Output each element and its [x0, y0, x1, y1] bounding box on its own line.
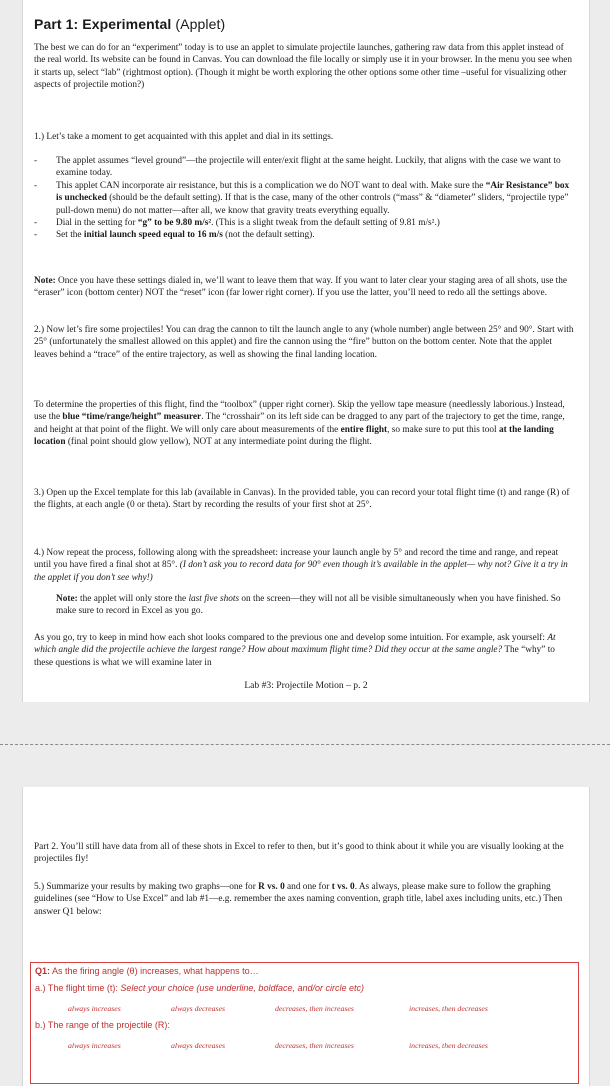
emphasis-bold: “Air Resistance” box is unchecked [56, 180, 570, 204]
item-3: 3.) Open up the Excel template for this lab (available in Canvas). In the provided table, you can record your total flight time (t) and range (R) of the flights, at each angle (0 or theta). Start by recording the results of your first shot at 25°. [34, 488, 570, 511]
title-subtitle: (Applet) [171, 16, 226, 32]
item-5: 5.) Summarize your results by making two graphs—one for R vs. 0 and one for t vs. 0. As always, please make sure to follow the graphing guidelines (see “How to Use Excel” and lab #1—e.g. remember the axes naming convention, graph title, label axes including units, etc.) Then answer Q1 below: [34, 882, 563, 917]
section-title [34, 16, 225, 32]
q1-prompt [35, 966, 259, 976]
intuition-paragraph: As you go, try to keep in mind how each shot looks compared to the previous one and develop some intuition. For example, ask yourself: At which angle did the projectile achieve the largest range? How about maximum flight time? Did they occur at the same angle? The “why” to these questions is what we will examine later in [34, 633, 556, 668]
emphasis-bold: Note: [34, 276, 56, 286]
title-bold: Part 1: Experimental [34, 16, 172, 32]
emphasis-bold: Note: [56, 594, 78, 604]
emphasis-italic: (I don’t ask you to record data for 90° even though it’s available in the applet— why not? Give it a try in the applet if you don’t see why!) [34, 560, 568, 583]
note-settings: Note: Once you have these settings dialed in, we’ll want to leave them that way. If you want to later clear your staging area of all shots, use the “eraser” icon (bottom center) NOT the “reset” icon (far lower right corner). If you use the latter, you’ll need to redo all the settings above. [34, 276, 568, 299]
q1-text: As the firing angle (θ) increases, what happens to… [50, 966, 259, 976]
q1a-row [35, 983, 364, 993]
q1-answer-box [30, 962, 579, 1084]
q1b-option-increases-then-decreases[interactable]: increases, then decreases [409, 1041, 488, 1050]
bullet-text-air-resistance: This applet CAN incorporate air resistance, but this is a complication we do NOT want to deal with. Make sure the “Air Resistance” box is unchecked (should be the default setting). If that is the case, many of the other controls (“mass” & “diameter” sliders, “projectile type” pull-down menu) do not matter—after all, we know that gravity treats everything equally. [56, 180, 570, 216]
bullet-text-gravity: Dial in the setting for “g” to be 9.80 m/s². (This is a slight tweak from the default setting of 9.81 m/s².) [56, 218, 440, 229]
item-1: 1.) Let’s take a moment to get acquainted with this applet and dial in its settings. [34, 132, 334, 142]
emphasis-italic: At which angle did the projectile achieve the largest range? How about maximum flight time? Did they occur at the same angle? [34, 633, 556, 656]
intro-paragraph: The best we can do for an “experiment” today is to use an applet to simulate projectile launches, gathering raw data from this applet instead of the real world. Its website can be found in Canvas. You can download the file locally or simply use it in your browser. In the menu you see when it starts up, select “lab” (rightmost option). (Though it might be worth exploring the other options some other time –useful for visualizing other aspects of projectile motion?) [34, 43, 573, 91]
settings-bullet: - Set the initial launch speed equal to 16 m/s (not the default setting). [34, 230, 315, 241]
item-2: 2.) Now let’s fire some projectiles! You can drag the cannon to tilt the launch angle to any (whole number) angle between 25° and 90°. Start with 25° (unfortunately the smallest allowed on this applet) and fire the cannon using the “fire” button on the bottom center. Note that the applet leaves behind a “trace” of the entire trajectory, as well as showing the final landing location. [34, 325, 574, 360]
q1a-label: a.) The flight time (t): [35, 983, 121, 993]
bullet-text: The applet assumes “level ground”—the projectile will enter/exit flight at the same height. Luckily, that aligns with the case we want to examine today. [56, 156, 561, 179]
emphasis-bold: entire flight [340, 424, 388, 435]
settings-bullet: - The applet assumes “level ground”—the projectile will enter/exit flight at the same height. Luckily, that aligns with the case we want to examine today. [34, 156, 561, 179]
q1b-option-always-increases[interactable]: always increases [68, 1041, 121, 1050]
bullet-text-launch-speed: Set the initial launch speed equal to 16 m/s (not the default setting). [56, 230, 315, 241]
emphasis-bold: blue “time/range/height” measurer [62, 412, 202, 423]
emphasis-italic: last five shots [188, 594, 240, 604]
toolbox-paragraph: To determine the properties of this flight, find the “toolbox” (upper right corner). Skip the yellow tape measure (needlessly laborious.) Instead, use the blue “time/range/height” measurer. The “crosshair” on its left side can be dragged to any part of the trajectory to get the time, range, and height at that point of the flight. We will only care about measurements of the entire flight, so make sure to put this tool at the landing location (final point should glow yellow), NOT at any intermediate point during the flight. [34, 400, 565, 448]
q1b-label: b.) The range of the projectile (R): [35, 1020, 170, 1030]
settings-list [34, 155, 575, 242]
emphasis-bold: “g” to be 9.80 m/s² [137, 218, 212, 229]
settings-bullet: - Dial in the setting for “g” to be 9.80 m/s². (This is a slight tweak from the default setting of 9.81 m/s².) [34, 218, 440, 229]
q1b-option-decreases-then-increases[interactable]: decreases, then increases [275, 1041, 354, 1050]
page-divider [0, 744, 610, 745]
emphasis-bold: R vs. 0 [258, 882, 285, 892]
document-page-1 [22, 0, 590, 702]
note-storage: Note: the applet will only store the last five shots on the screen—they will not all be visible simultaneously when you have finished. So make sure to record in Excel as you go. [56, 594, 561, 617]
page-footer: Lab #3: Projectile Motion – p. 2 [244, 680, 368, 691]
q1b-option-always-decreases[interactable]: always decreases [171, 1041, 226, 1050]
emphasis-bold: initial launch speed equal to 16 m/s [83, 230, 223, 241]
emphasis-bold: t vs. 0 [331, 882, 355, 892]
q1-label: Q1: [35, 966, 51, 976]
item-4: 4.) Now repeat the process, following along with the spreadsheet: increase your launch angle by 5° and record the time and range, and repeat until you have fired a final shot at 85°. (I don’t ask you to record data for 90° even though it’s available in the applet— why not? Give it a try in the applet if you don’t see why!) [34, 548, 568, 583]
q1a-option-increases-then-decreases[interactable]: increases, then decreases [409, 1004, 488, 1013]
emphasis-bold: at the landing location [34, 424, 554, 448]
q1a-option-decreases-then-increases[interactable]: decreases, then increases [275, 1004, 354, 1013]
settings-bullet: - This applet CAN incorporate air resistance, but this is a complication we do NOT want to deal with. Make sure the “Air Resistance” box is unchecked (should be the default setting). If that is the case, many of the other controls (“mass” & “diameter” sliders, “projectile type” pull-down menu) do not matter—after all, we know that gravity treats everything equally. [34, 180, 570, 216]
q1a-option-always-decreases[interactable]: always decreases [171, 1004, 226, 1013]
q1a-hint: Select your choice (use underline, boldface, and/or circle etc) [120, 983, 364, 993]
part2-intro: Part 2. You’ll still have data from all of these shots in Excel to refer to then, but it’s good to think about it while you are visually looking at the projectiles fly! [34, 842, 564, 865]
q1a-option-always-increases[interactable]: always increases [68, 1004, 121, 1013]
document-page-2 [22, 787, 590, 1086]
